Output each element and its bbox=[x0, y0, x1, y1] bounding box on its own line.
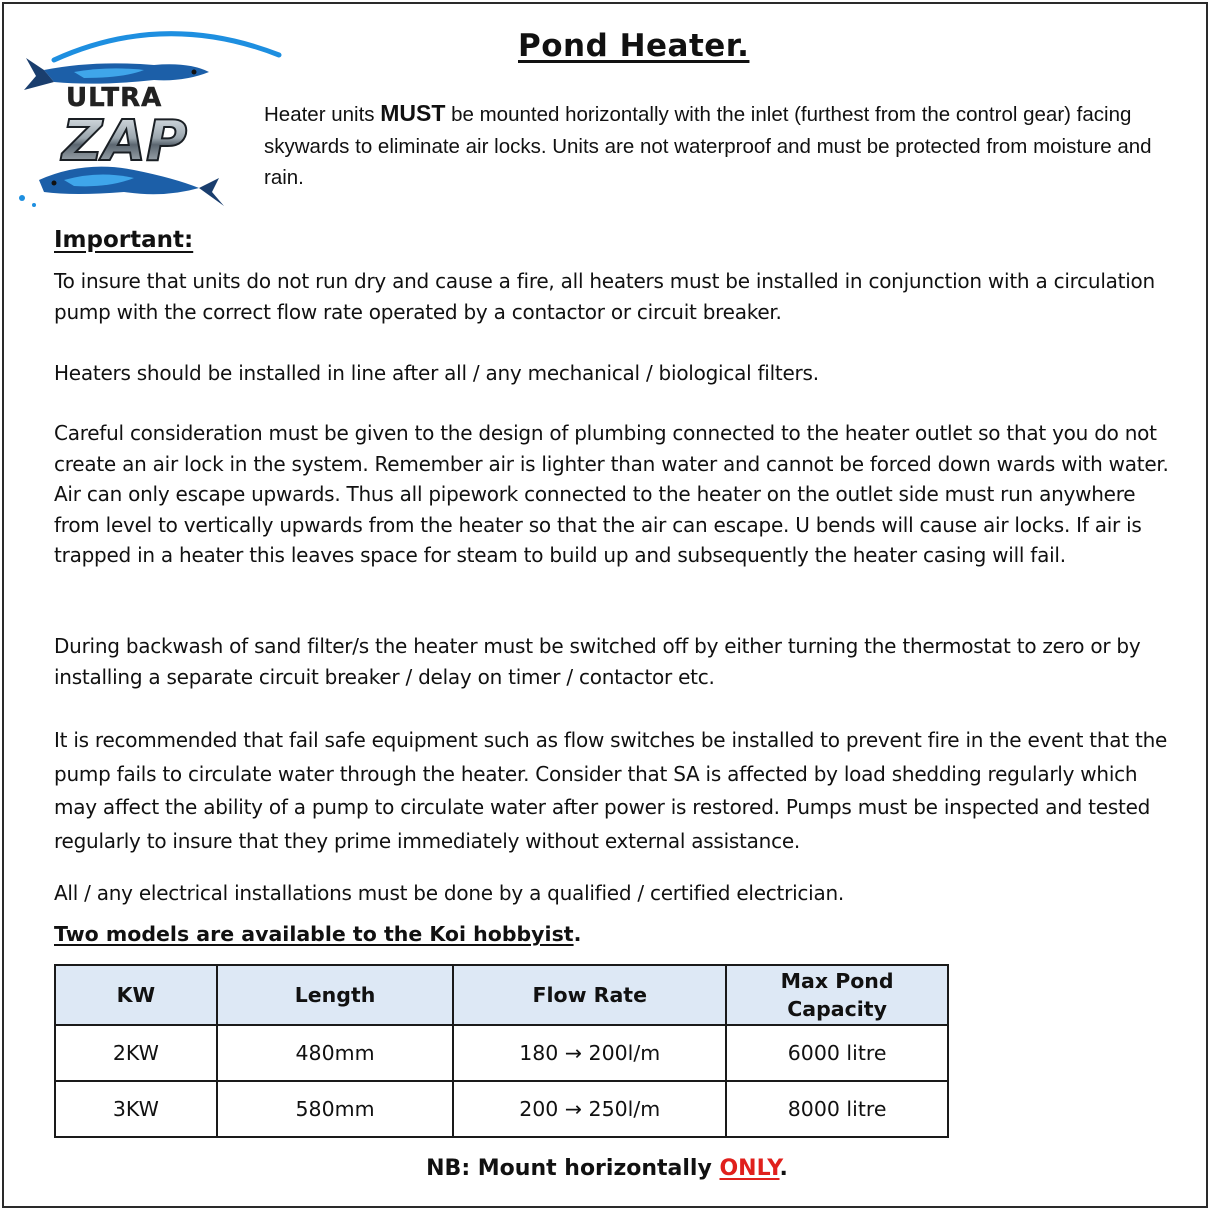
page-title: Pond Heater. bbox=[518, 28, 750, 64]
cell-capacity: 6000 litre bbox=[726, 1025, 948, 1081]
note-prefix: NB: Mount horizontally bbox=[426, 1156, 720, 1181]
cell-kw: 3KW bbox=[55, 1081, 217, 1137]
header-max-pond-capacity: Max Pond Capacity bbox=[726, 965, 948, 1025]
paragraph-dry-run: To insure that units do not run dry and cause a fire, all heaters must be installed in conjunction with a circulation pump with the correct flow rate operated by a contactor or circuit breaker. bbox=[54, 269, 1155, 324]
header-length: Length bbox=[217, 965, 453, 1025]
cell-capacity: 8000 litre bbox=[726, 1081, 948, 1137]
intro-before: Heater units bbox=[264, 103, 381, 126]
header-kw: KW bbox=[55, 965, 217, 1025]
intro-emphasis: MUST bbox=[380, 100, 446, 126]
cell-flow-rate: 180 → 200l/m bbox=[453, 1025, 726, 1081]
intro-text bbox=[264, 98, 1164, 194]
cell-length: 480mm bbox=[217, 1025, 453, 1081]
models-heading-text: Two models are available to the Koi hobbyist bbox=[54, 922, 574, 946]
table-row bbox=[55, 1025, 948, 1081]
note-highlight: ONLY bbox=[719, 1156, 780, 1181]
intro-after: be mounted horizontally with the inlet (furthest from the control gear) facing skywards to eliminate air locks. Units are not waterproof and must be protected from moisture and rain. bbox=[264, 103, 1152, 189]
cell-kw: 2KW bbox=[55, 1025, 217, 1081]
models-heading bbox=[54, 922, 581, 946]
table-row bbox=[55, 1081, 948, 1137]
koi-fish-logo-icon bbox=[14, 20, 284, 210]
table-header-row bbox=[55, 965, 948, 1025]
note-suffix: . bbox=[779, 1156, 788, 1181]
paragraph-air-lock: Careful consideration must be given to the design of plumbing connected to the heater outlet so that you do not create an air lock in the system. Remember air is lighter than water and cannot be forced down wards with water. Air can only escape upwards. Thus all pipework connected to the heater on the outlet side must run anywhere from level to vertically upwards from the heater so that the air can escape. U bends will cause air locks. If air is trapped in a heater this leaves space for steam to build up and subsequently the heater casing will fail. bbox=[54, 421, 1169, 567]
paragraph-backwash: During backwash of sand filter/s the heater must be switched off by either turning the thermostat to zero or by installing a separate circuit breaker / delay on timer / contactor etc. bbox=[54, 634, 1141, 689]
paragraph-electrician: All / any electrical installations must be done by a qualified / certified electrician. bbox=[54, 881, 844, 905]
header-flow-rate: Flow Rate bbox=[453, 965, 726, 1025]
svg-text:ZAP: ZAP bbox=[62, 109, 187, 174]
models-table bbox=[54, 964, 949, 1138]
cell-length: 580mm bbox=[217, 1081, 453, 1137]
important-heading: Important: bbox=[54, 227, 194, 253]
paragraph-install-after-filters: Heaters should be installed in line after all / any mechanical / biological filters. bbox=[54, 361, 819, 385]
mounting-note bbox=[0, 1156, 1214, 1181]
cell-flow-rate: 200 → 250l/m bbox=[453, 1081, 726, 1137]
models-heading-end: . bbox=[573, 922, 582, 946]
paragraph-fail-safe: It is recommended that fail safe equipment such as flow switches be installed to prevent fire in the event that the pump fails to circulate water through the heater. Consider that SA is affected by load shedding regularly which may affect the ability of a pump to circulate water after power is restored. Pumps must be inspected and tested regularly to insure that they prime immediately without external assistance. bbox=[54, 728, 1168, 853]
svg-text:ULTRA: ULTRA bbox=[66, 83, 163, 113]
